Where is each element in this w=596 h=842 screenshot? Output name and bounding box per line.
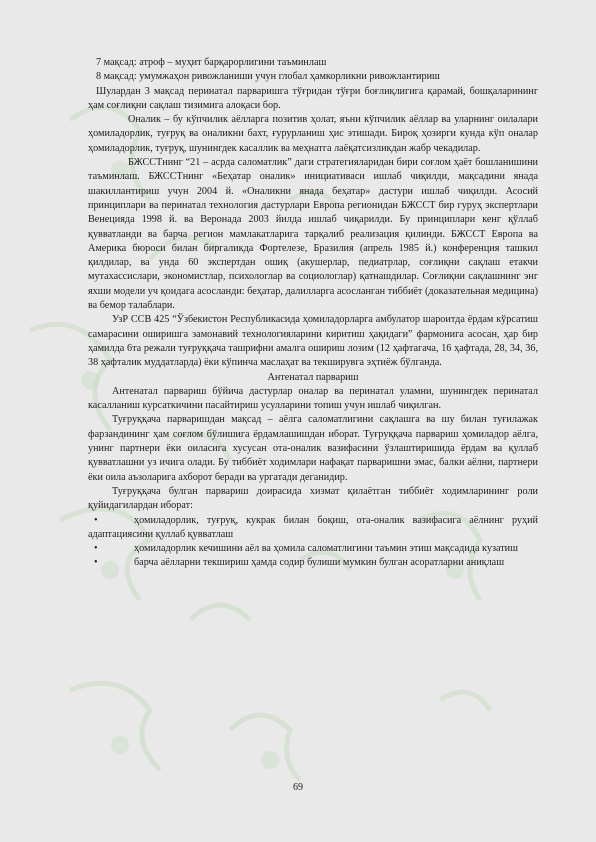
- paragraph: УзР ССВ 425 “Ўзбекистон Республикасида ҳомиладорларга амбулатор шароитда ёрдам кўрсатиш самарасини оширишга замонавий технологияларини киритиш ҳақидаги” фармонига асосан, ҳар бир ҳамилда 6та режали туғруққача ташрифни амалга ошириш лозим (12 ҳафтагача, 16 ҳафтада, 28, 34, 36, 38 ҳафталик муддатларда) ёки кўпинча маслаҳат ва текширувга эҳтиёж бўлганда.: [88, 314, 538, 369]
- section-heading: Антенатал парвариш: [267, 371, 359, 383]
- bullet-marker: •: [94, 557, 98, 569]
- paragraph: Оналик – бу кўпчилик аёлларга позитив ҳолат, яъни кўпчилик аёллар ва уларнинг оилалари ҳомиладорлик, туғруқ ва оналикни бахт, ғурурланиш ҳис этишади. Бироқ ҳозирги кунда кўп оналар ҳомиладорлик, туғруқ, шунингдек касаллик ва меҳнатга лаёқатсизликдан жабр чекадилар.: [88, 114, 538, 154]
- bullet-marker: •: [94, 514, 98, 526]
- page-number: 69: [293, 782, 303, 793]
- bullet-item: [88, 542, 538, 556]
- paragraph: БЖССТнинг “21 – асрда саломатлик” даги стратегияларидан бири соғлом ҳаёт бошланишини таъминлаш. БЖССТнинг «Беҳатар оналик» инициативаси ишлаб чиқилди, мақсадини янада шакиллантириш учун 2004 й. «Оналикни янада беҳатар» дастури ишлаб чиқилди. Асосий принциплари ва перинатал технология дастурлари Европа регионидан БЖССТ бир гуруҳ экспертлари Венецияда 1998 й. ва Веронада 2003 йилда ишлаб чиқарилди. Бу принциплари кенг қўллаб қувватланди ва барча регион мамлакатларига тарқалиб реализация қилинди. БЖССТ Европа ва Америка бюроси билан биргаликда Фортелезе, Бразилия (апрель 1985 й.) конференция ташкил қилдилар, ва унда 60 экспертдан ошиқ (акушерлар, педиатрлар, соғлиқни сақлаш етакчи мутахассислари, экономистлар, психологлар ва социологлар) қатнашдилар. Соғлиқни сақлашнинг энг яхши модели уч қоидага асосланди: беҳатар, далилларга асосланган тиббиёт (доказательная медицина) ва бемор талаблари.: [88, 157, 538, 312]
- bullet-text: ҳомиладорлик, туғруқ, кукрак билан боқиш, ота-оналик вазифасига аёлнинг руҳий адаптациясини қуллаб қувватлаш: [88, 514, 538, 540]
- paragraph: 8 мақсад: умумжаҳон ривожланиши учун глобал ҳамкорликни ривожлантириш: [96, 71, 440, 83]
- bullet-text: ҳомиладорлик кечишини аёл ва ҳомила саломатлигини таъмин этиш мақсадида кузатиш: [134, 543, 518, 555]
- paragraph: Шулардан 3 мақсад перинатал парваришга тўғридан тўғри боғлиқлигига қарамай, бошқаларининг ҳам соғлиқни сақлаш тизимига алоқаси бор.: [88, 85, 538, 111]
- paragraph: Антенатал парвариш бўйича дастурлар оналар ва перинатал уламни, шунингдек перинатал касалланиш курсаткичини пасайтириш усулларини топиш учун ишлаб чиқилган.: [88, 385, 538, 412]
- paragraph: Туғруққача парваришдан мақсад – аёлга саломатлигини сақлашга ва шу билан туғилажак фарзандининг ҳам соғлом бўлишига ёрдамлашишдан иборат. Туғруққача парвариш ҳомиладор аёлга, унинг партнери ёки оиласига хусусан ота-оналик вазифасини ўзлаштиришида ёрдам ва қуллаб қувватлашни уз ичига олади. Бу тиббиёт ходимлари нафақат парваришни эмас, балки аёлни, партнери ёки оила аъзоларига ахборот беради ва ургатади деганидир.: [88, 414, 538, 483]
- paragraph: Туғруққача булган парвариш доирасида хизмат қилаётган тиббиёт ходимларининг роли қуйидагилардан иборат:: [88, 485, 538, 512]
- bullet-text: барча аёлларни текшириш ҳамда содир булиши мумкин булган асоратларни аниқлаш: [134, 557, 505, 569]
- paragraph: 7 мақсад: атроф – муҳит барқарорлигини таъминлаш: [96, 57, 327, 68]
- bullet-item: [88, 556, 538, 570]
- bullet-marker: •: [94, 543, 98, 555]
- body-text: [88, 56, 538, 571]
- bullet-item: [88, 514, 538, 543]
